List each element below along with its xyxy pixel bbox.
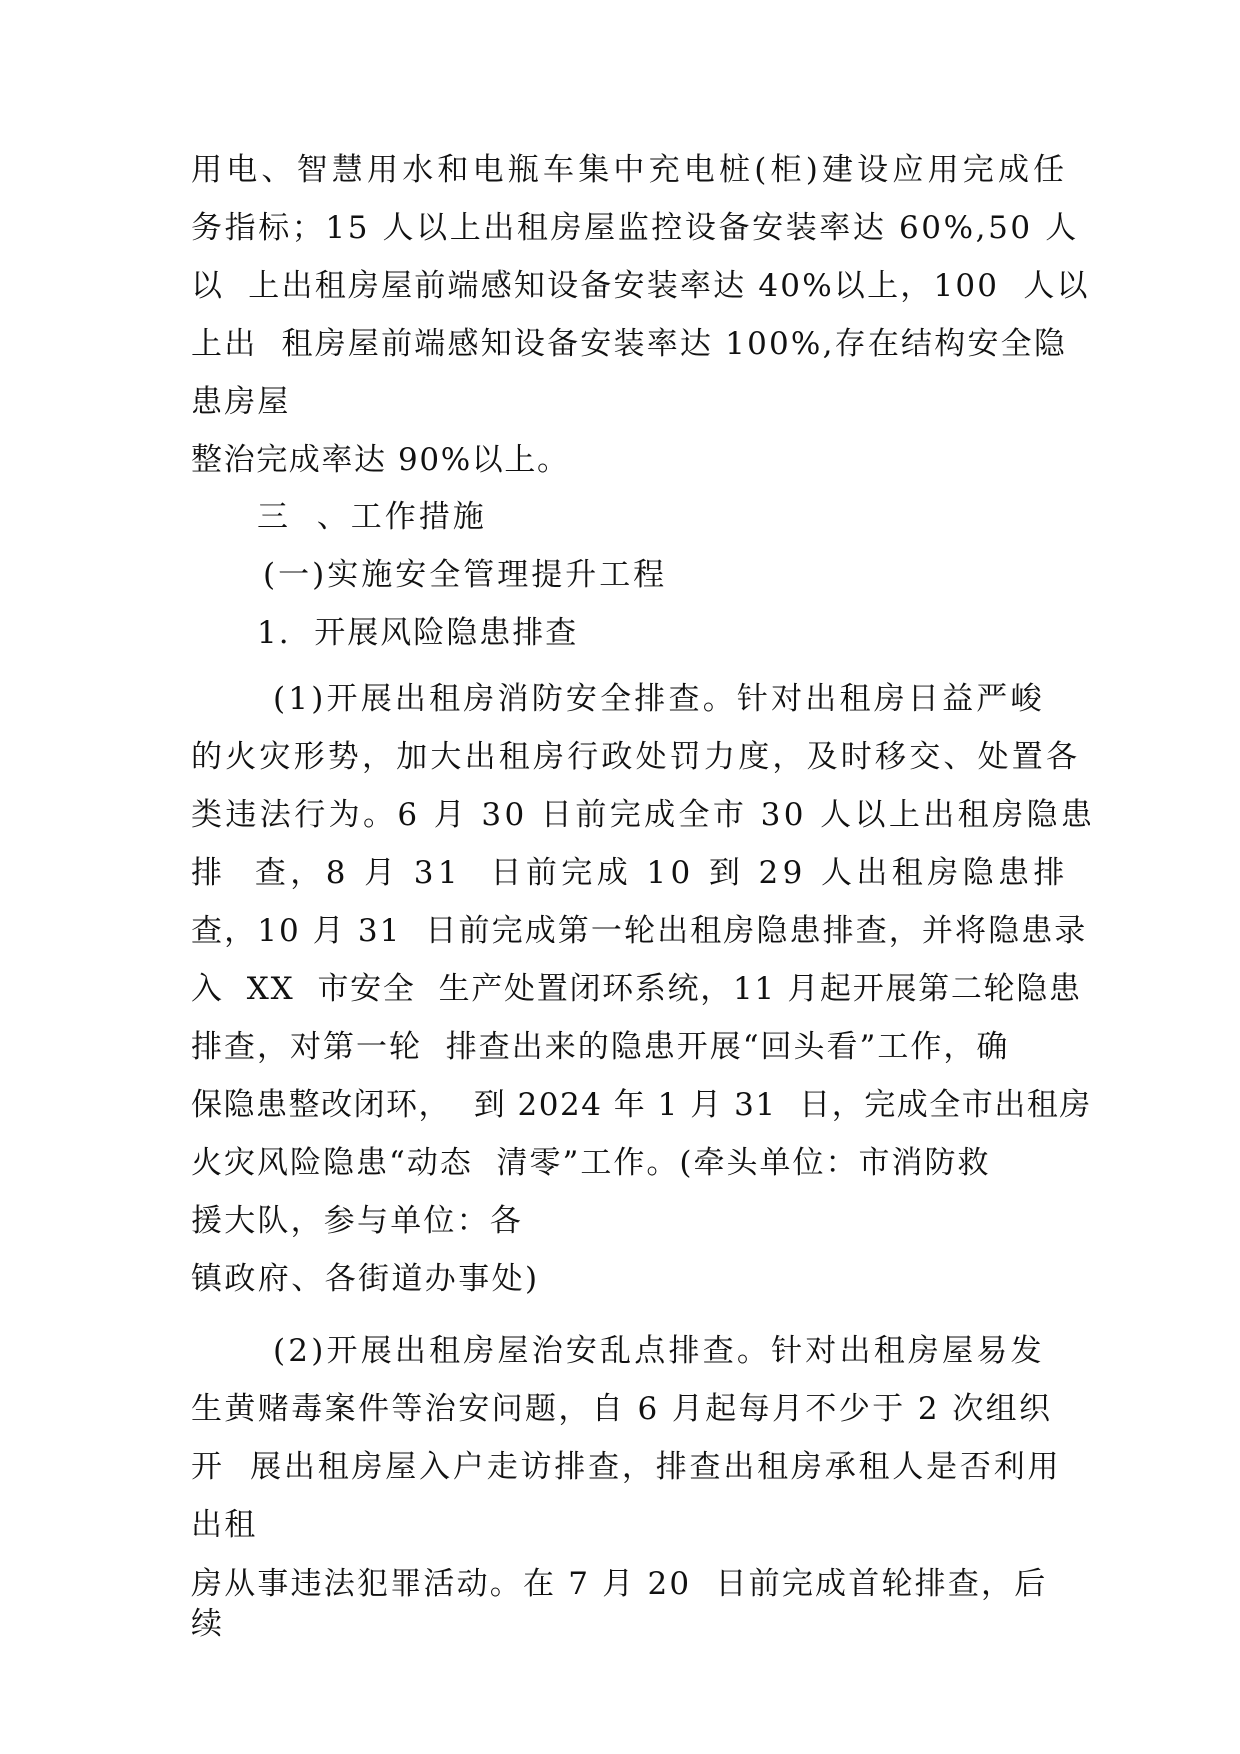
paragraph-line: 患房屋 [191, 384, 291, 420]
paragraph-line: 镇政府、各街道办事处) [191, 1261, 540, 1297]
paragraph-line: 开 展出租房屋入户走访排查，排查出租房承租人是否利用 [191, 1449, 1062, 1485]
paragraph-line: 以 上出租房屋前端感知设备安装率达 40%以上，100 人以 [191, 268, 1090, 304]
paragraph-line: (2)开展出租房屋治安乱点排查。针对出租房屋易发 [273, 1333, 1045, 1369]
paragraph-line: 用电、智慧用水和电瓶车集中充电桩(柜)建设应用完成任 [191, 152, 1069, 188]
paragraph-line: 保隐患整改闭环， 到 2024 年 1 月 31 日，完成全市出租房 [191, 1087, 1092, 1123]
paragraph-line: 续 [191, 1606, 225, 1642]
paragraph-line: 生黄赌毒案件等治安问题，自 6 月起每月不少于 2 次组织 [191, 1391, 1053, 1427]
section-heading: 三 、工作措施 [257, 499, 487, 535]
paragraph-line: (1)开展出租房消防安全排查。针对出租房日益严峻 [273, 681, 1045, 717]
subsection-heading: (一)实施安全管理提升工程 [263, 557, 668, 593]
paragraph-line: 上出 租房屋前端感知设备安装率达 100%,存在结构安全隐 [191, 326, 1068, 362]
paragraph-line: 类违法行为。6 月 30 日前完成全市 30 人以上出租房隐患 [191, 797, 1096, 833]
paragraph-line: 整治完成率达 90%以上。 [191, 442, 570, 478]
paragraph-line: 房从事违法犯罪活动。在 7 月 20 日前完成首轮排查，后 [191, 1566, 1048, 1602]
paragraph-line: 查，10 月 31 日前完成第一轮出租房隐患排查，并将隐患录 [191, 913, 1088, 949]
item-heading: 1. 开展风险隐患排查 [257, 615, 579, 651]
paragraph-line: 的火灾形势，加大出租房行政处罚力度，及时移交、处置各 [191, 739, 1081, 775]
paragraph-line: 务指标；15 人以上出租房屋监控设备安装率达 60%,50 人 [191, 210, 1079, 246]
paragraph-line: 火灾风险隐患“动态 清零”工作。(牵头单位：市消防救 [191, 1145, 991, 1181]
paragraph-line: 援大队，参与单位：各 [191, 1203, 523, 1239]
paragraph-line: 排查，对第一轮 排查出来的隐患开展“回头看”工作，确 [191, 1029, 1010, 1065]
paragraph-line: 入 XX 市安全 生产处置闭环系统，11 月起开展第二轮隐患 [191, 971, 1082, 1007]
paragraph-line: 出租 [191, 1507, 258, 1543]
paragraph-line: 排 查，8 月 31 日前完成 10 到 29 人出租房隐患排 [191, 855, 1069, 891]
